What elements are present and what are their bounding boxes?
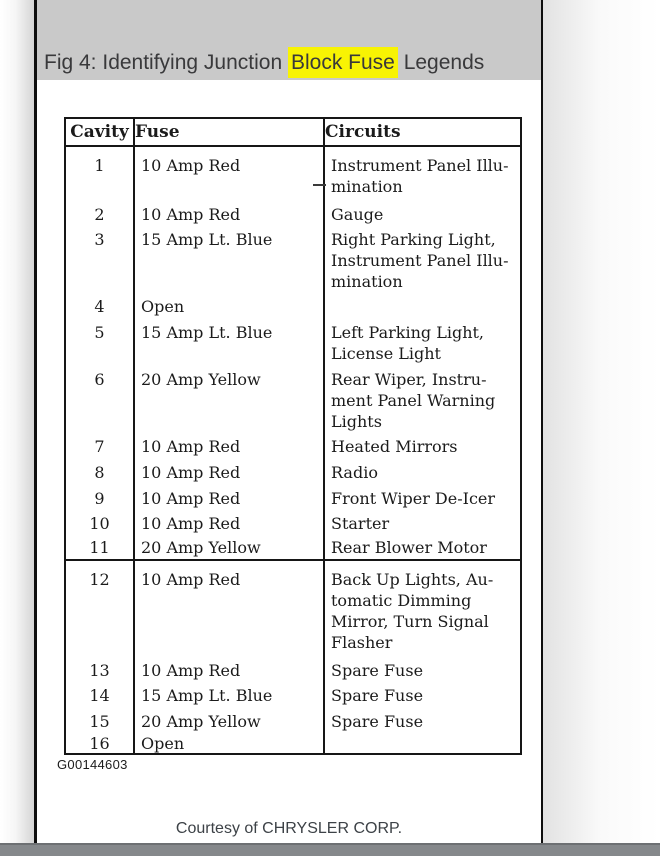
fuse-cell: 10 Amp Red	[133, 434, 323, 459]
cavity-cell: 5	[94, 323, 105, 342]
circuits-cell: Right Parking Light, Instrument Panel Illu- mination	[323, 226, 520, 294]
figure-title	[44, 50, 484, 75]
page-edge-left-line	[34, 0, 37, 843]
cavity-cell: 12	[89, 570, 110, 589]
fuse-cell: 20 Amp Yellow	[133, 708, 323, 734]
fuse-cell: 15 Amp Lt. Blue	[133, 319, 323, 366]
column-header: Circuits	[323, 119, 520, 145]
fuse-cell: 10 Amp Red	[133, 561, 323, 657]
circuits-cell: Gauge	[323, 202, 520, 226]
title-suffix: Legends	[397, 50, 485, 74]
column-header: Cavity	[70, 121, 129, 142]
cavity-cell: 1	[94, 156, 105, 175]
column-header: Fuse	[133, 119, 323, 145]
table-row	[66, 485, 520, 511]
table-row	[66, 536, 520, 559]
cavity-cell: 11	[89, 538, 110, 557]
horizontal-scrollbar[interactable]	[0, 843, 660, 856]
fuse-cell: 20 Amp Yellow	[133, 366, 323, 434]
fuse-cell: 15 Amp Lt. Blue	[133, 226, 323, 294]
circuits-cell: Rear Wiper, Instru- ment Panel Warning Lights	[323, 366, 520, 434]
circuits-cell: Instrument Panel Illu- mination	[323, 147, 520, 202]
fuse-cell: 10 Amp Red	[133, 485, 323, 511]
table-row	[66, 559, 520, 657]
cavity-cell: 9	[94, 488, 105, 508]
circuits-cell: Front Wiper De-Icer	[323, 485, 520, 511]
table-row	[66, 434, 520, 459]
fuse-cell: 15 Amp Lt. Blue	[133, 683, 323, 708]
circuits-cell: Rear Blower Motor	[323, 536, 520, 559]
circuits-cell: Left Parking Light, License Light	[323, 319, 520, 366]
table-row	[66, 708, 520, 734]
cavity-cell: 4	[94, 297, 105, 316]
scan-artifact-dash	[313, 184, 326, 186]
table-row	[66, 511, 520, 536]
page-shadow-left	[0, 0, 34, 843]
page-edge-right-line	[541, 0, 543, 843]
fuse-cell: 10 Amp Red	[133, 511, 323, 536]
circuits-cell: Spare Fuse	[323, 708, 520, 734]
page-shadow-right	[543, 0, 660, 843]
cavity-cell: 15	[89, 711, 110, 731]
circuits-cell: Back Up Lights, Au- tomatic Dimming Mirror, Turn Signal Flasher	[323, 561, 520, 657]
circuits-cell: Spare Fuse	[323, 657, 520, 683]
fuse-cell: 20 Amp Yellow	[133, 536, 323, 559]
cavity-cell: 2	[94, 204, 105, 224]
table-row	[66, 459, 520, 485]
cavity-cell: 14	[89, 686, 110, 705]
table-row	[66, 202, 520, 226]
circuits-cell: Heated Mirrors	[323, 434, 520, 459]
table-row	[66, 366, 520, 434]
cavity-cell: 13	[89, 660, 110, 680]
cavity-cell: 6	[94, 370, 105, 389]
circuits-cell: Starter	[323, 511, 520, 536]
circuits-cell: Spare Fuse	[323, 683, 520, 708]
table-row	[66, 319, 520, 366]
table-row	[66, 683, 520, 708]
courtesy-line: Courtesy of CHRYSLER CORP.	[175, 820, 403, 837]
table-row	[66, 294, 520, 319]
table-row	[66, 734, 520, 753]
figure-id: G00144603	[57, 757, 128, 772]
title-prefix: Fig 4: Identifying Junction	[44, 50, 288, 74]
cavity-cell: 3	[94, 230, 105, 249]
cavity-cell: 7	[94, 437, 105, 456]
fuse-cell: Open	[133, 734, 323, 753]
cavity-cell: 16	[89, 734, 110, 753]
fuse-table	[64, 117, 522, 755]
fuse-cell: 10 Amp Red	[133, 147, 323, 202]
figure-title-bar	[37, 0, 541, 80]
search-highlight: Block Fuse	[288, 47, 398, 78]
fuse-cell: Open	[133, 294, 323, 319]
circuits-cell	[323, 294, 520, 319]
fuse-cell: 10 Amp Red	[133, 202, 323, 226]
table-row	[66, 226, 520, 294]
circuits-cell	[323, 734, 520, 753]
table-row	[66, 147, 520, 202]
fuse-cell: 10 Amp Red	[133, 657, 323, 683]
table-row	[66, 657, 520, 683]
fuse-cell: 10 Amp Red	[133, 459, 323, 485]
cavity-cell: 10	[89, 514, 110, 533]
circuits-cell: Radio	[323, 459, 520, 485]
cavity-cell: 8	[94, 462, 105, 482]
table-header-row	[66, 119, 520, 147]
